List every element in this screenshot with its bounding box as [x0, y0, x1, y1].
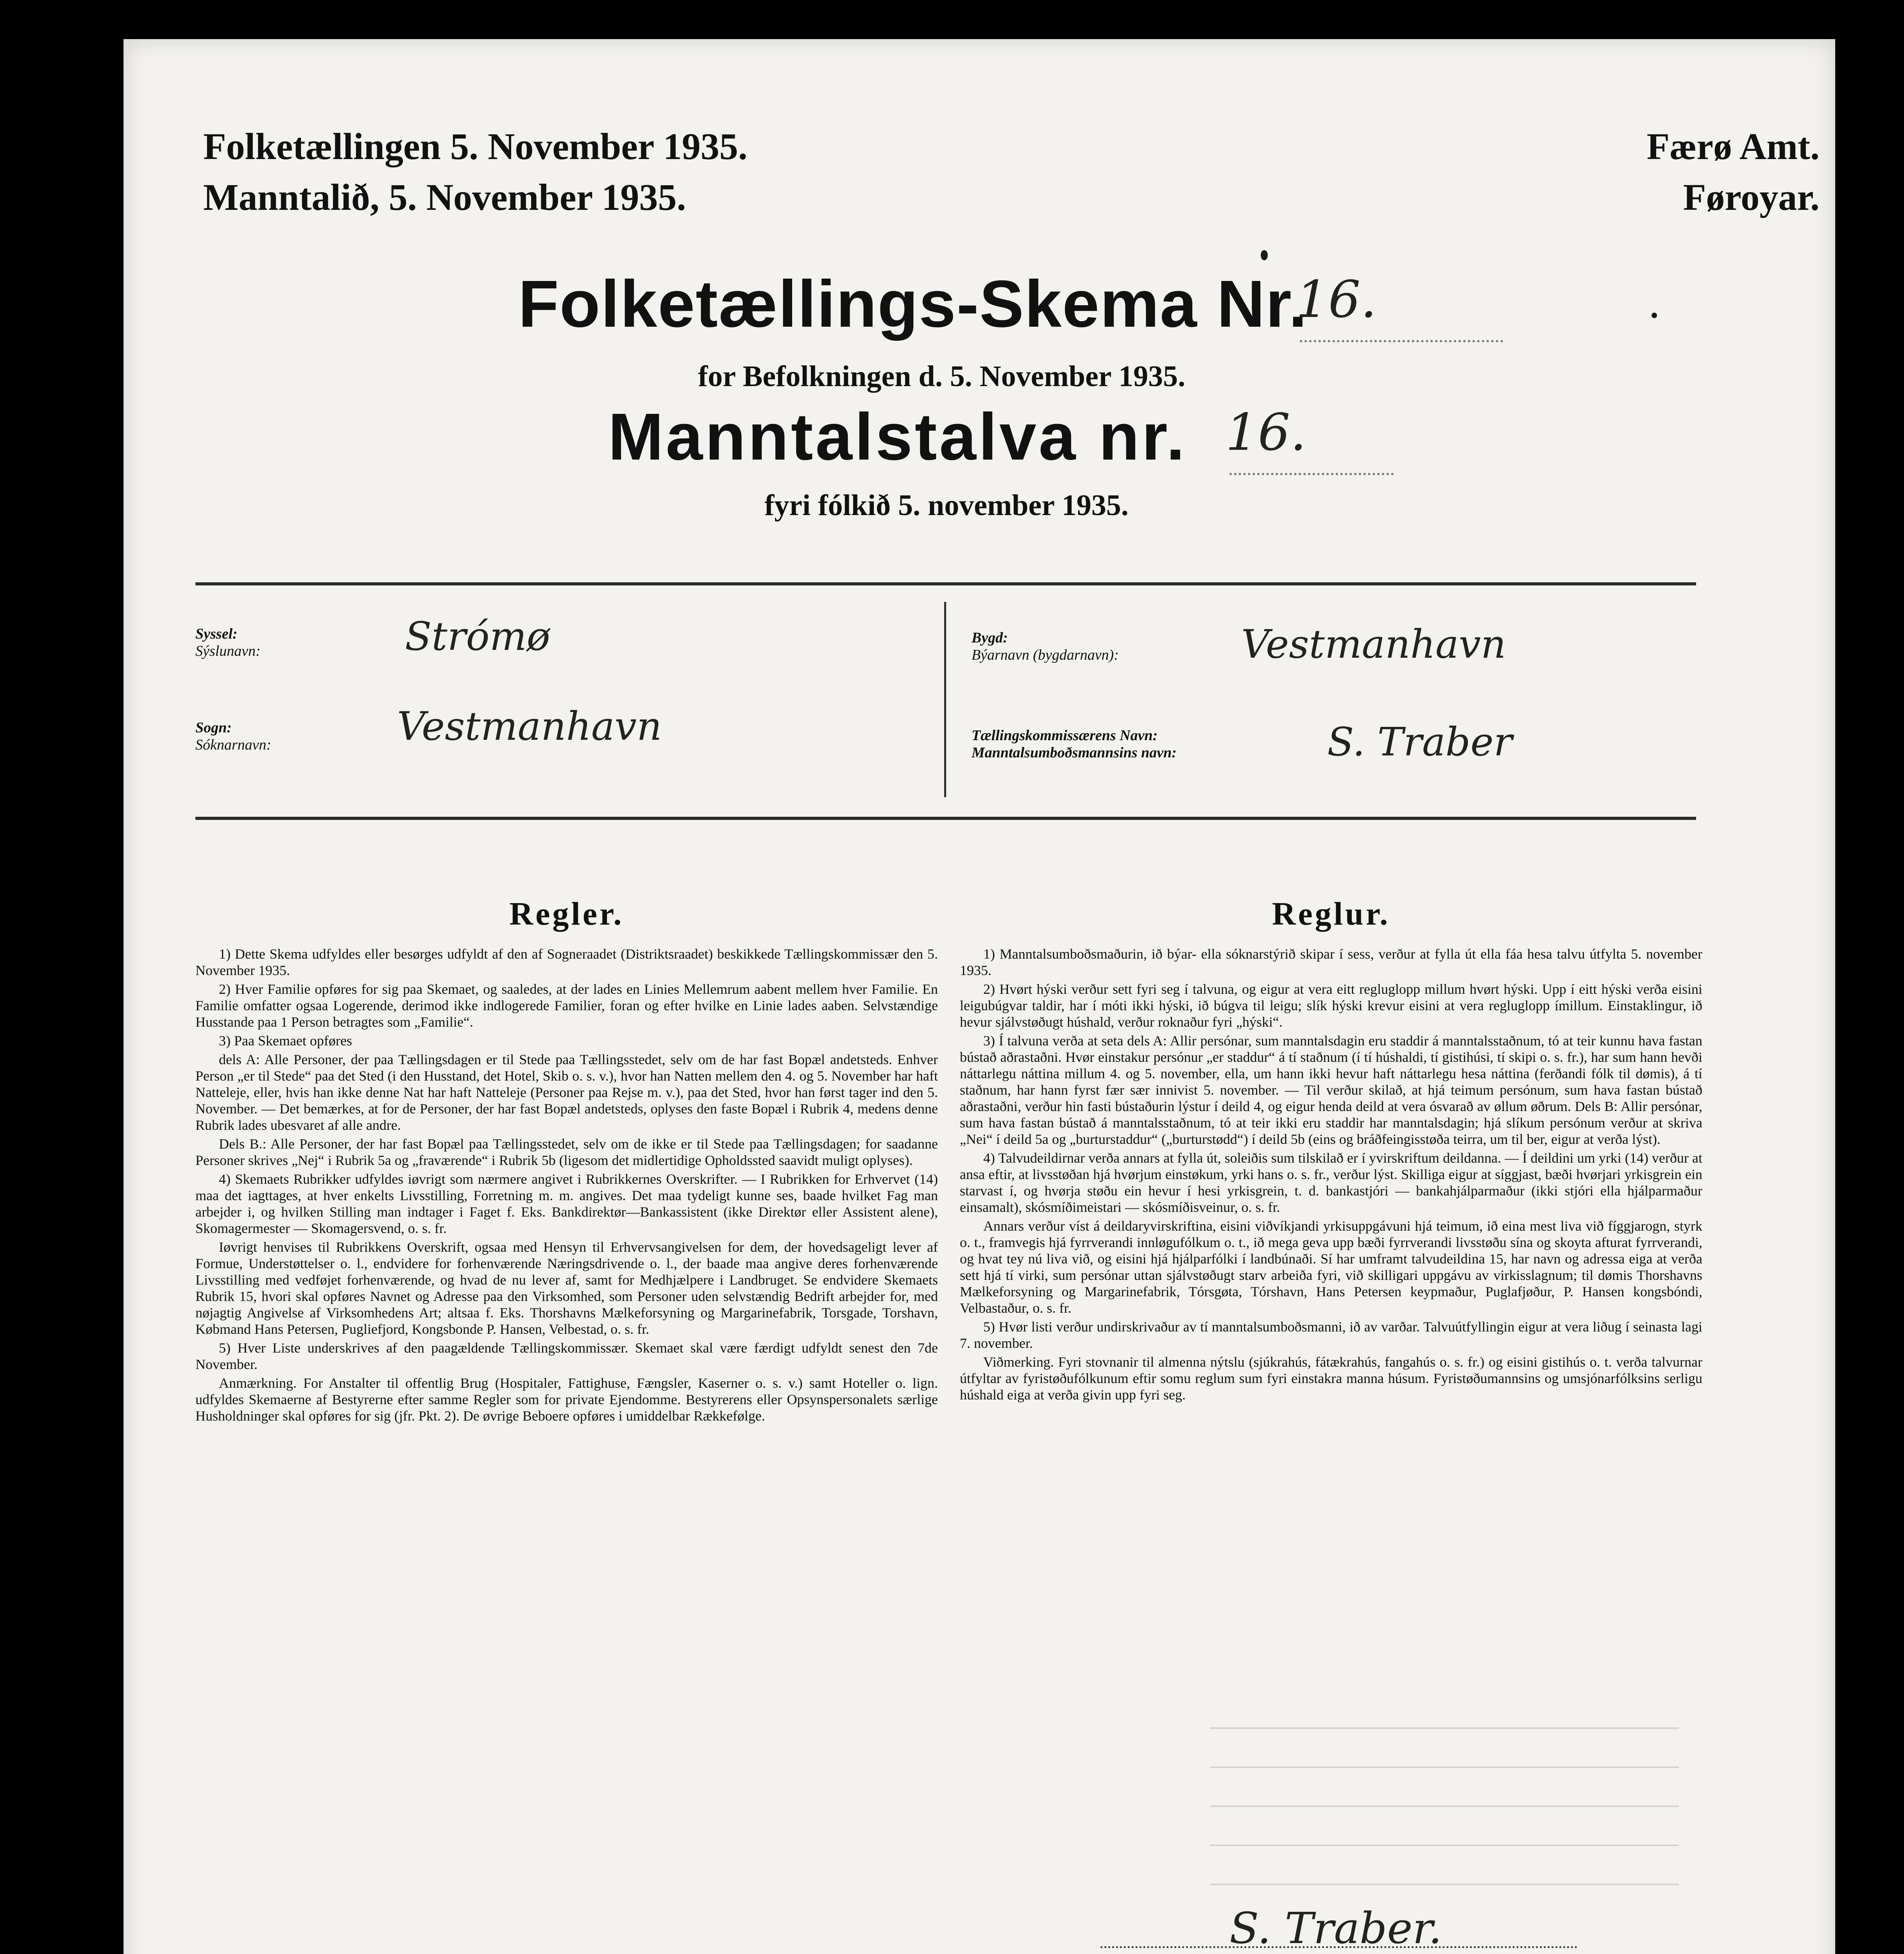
- rules-danish-p3a: dels A: Alle Personer, der paa Tællingsdagen er til Stede paa Tællingsstedet, selv om de har fast Bopæl andetsteds. Enhver Person „er til Stede“ paa det Sted (i den Husstand, det Hotel, Skib o. s. v.), hvor han Natten mellem den 4. og 5. November har haft Natteleje, eller, hvis han ikke denne Nat har haft Natteleje (Personer paa Rejse m. v.), paa det Sted, hvor han først tager ind den 5. November. — Det bemærkes, at for de Personer, der har fast Bopæl andetsteds, oplyses den faste Bopæl i Rubrik 4, medens denne Rubrik lades ubesvaret af alle andre.: [195, 1052, 938, 1133]
- form-number-value: 16.: [1296, 270, 1377, 329]
- rules-danish-p1: 1) Dette Skema udfyldes eller besørges udfyldt af den af Sogneraadet (Distriktsraadet) beskikkede Tællingskommissær den 5. November 1935.: [195, 946, 938, 978]
- header-right-line2: Føroyar.: [1683, 176, 1820, 218]
- fields-bottom-rule: [195, 817, 1696, 820]
- rules-danish-p2: 2) Hver Familie opføres for sig paa Skemaet, og saaledes, at der lades en Linies Mellemrum aabent mellem hver Familie. En Familie omfatter ogsaa Logerende, derimod ikke indlogerede Familier, foran og efter hvilke en Linie lades aaben. Selvstændige Husstande paa 1 Person betragtes som „Familie“.: [195, 981, 938, 1030]
- rules-faroese-p6: Viðmerking. Fyri stovnanir til almenna nýtslu (sjúkrahús, fátækrahús, fangahús o. s. fr.) og eisini gistihús o. t. verða talvurnar útfyltar av fyristøðufólkunum eftir somu reglum sum fyri einstakra manna húsum. Fyristøðumannsins og umsjónarfólksins serligu húshald eiga at verða givin upp fyri seg.: [960, 1354, 1702, 1403]
- kommissaer-label-fo: Manntalsumboðsmannsins navn:: [972, 744, 1177, 761]
- signature-value: S. Traber.: [1229, 1903, 1442, 1953]
- rules-faroese-p2: 2) Hvørt hýski verður sett fyri seg í talvuna, og eigur at vera eitt regluglopp millum hvørt hýski. Upp í eitt hýski verða eisini leigubúgvar taldir, har í móti ikki hýski, ið búgva til leigu; slík hýski krevur eisini at vera regluglopp ímillum. Einstaklingur, ið hevur sjálvstøðugt húshald, verður roknaður fyri „hýski“.: [960, 981, 1702, 1030]
- form-subtitle: for Befolkningen d. 5. November 1935.: [698, 360, 1185, 393]
- rules-danish-p3b: Dels B.: Alle Personer, der har fast Bopæl paa Tællingsstedet, selv om de ikke er til Stede paa Tællingsdagen; for saadanne Personer skrives „Nej“ i Rubrik 5a og „fraværende“ i Rubrik 5b (ligesom det midlertidige Opholdssted saavidt muligt oplyses).: [195, 1136, 938, 1168]
- rules-danish-p5: 5) Hver Liste underskrives af den paagældende Tællingskommissær. Skemaet skal være færdigt udfyldt senest den 7de November.: [195, 1340, 938, 1372]
- form-number-faroese-field: [1226, 403, 1390, 462]
- fields-top-rule: [195, 582, 1696, 585]
- signature-line: [1101, 1946, 1577, 1948]
- kommissaer-value: S. Traber: [1327, 719, 1512, 765]
- census-form-page: [123, 39, 1835, 1954]
- rules-faroese-p1: 1) Manntalsumboðsmaðurin, ið býar- ella sóknarstýrið skipar í sess, verður at fylla út ella fáa hesa talvu útfylta 5. november 1935.: [960, 946, 1702, 978]
- bleed-line: [1210, 1805, 1679, 1807]
- rules-faroese-p4b: Annars verður víst á deildaryvirskriftina, eisini viðvíkjandi yrkisuppgávuni hjá teimum, ið eina mest liva við fíggjarogn, styrk o. t., framvegis hjá fyrrverandi innløgufólkum o. t., ið mega geva upp bæði fyrrverandi livsstøðu sína og skoyta afturat fyrrverandi, og hvat tey nú liva við, og eisini hjá hjálparfólki í landbúnaði. Sí har umframt talvudeildina 15, har navn og adressa eiga at verða sett hjá tí virki, sum persónar uttan sjálvstøðugt starv arbeiða fyri, við skilligari uppgávu av virkisslagnum; til dømis Thorshavns Mælkeforsyning og Margarinefabrik, Tórsgøta, Tórshavn, Hans Petersen keypmaður, Puglafjøður, P. Hansen kongsbóndi, Velbastaður, o. s. fr.: [960, 1218, 1702, 1316]
- form-title: [518, 266, 1308, 342]
- rules-faroese-p3: 3) Í talvuna verða at seta dels A: Allir persónar, sum manntalsdagin eru staddir á manntalsstaðnum, tó at teir kunnu hava fastan bústað aðrastaðni. Hvør einstakur persónur „er staddur“ á tí staðnum (í tí húshaldi, tí gistihúsi, tí skipi o. s. fr.), har sum hann hevði náttarlegu náttina millum 4. og 5. november, ella, um hann ikki hevur haft náttarlegu hesa náttina (ferðandi fólk til dømis), á tí staðnum, har hann fyrst fær sær innivist 5. november. — Til verður skilað, at hjá teimum persónum, sum hava fastan bústað aðrastaðni, verður hin fasti bústaðurin lýstur í deild 4, og eigur henda deild at vera ósvarað av øllum øðrum. Dels B: Allir persónar, sum hava fastan bústað á manntalsstaðnum, tó at teir ikki eru staddir har manntalsdagin; hjá slíkum persónum verður at skriva „Nei“ í deild 5a og „burturstaddur“ („burturstødd“) í deild 5b (eins og bráðfeingisstøða teirra, um til ber, eigur at verða lýst).: [960, 1033, 1702, 1147]
- bygd-label-da: Bygd:: [972, 630, 1008, 646]
- form-number-faroese-underline: [1229, 473, 1394, 475]
- fields-divider: [944, 602, 946, 797]
- bygd-label-fo: Býarnavn (bygdarnavn):: [972, 647, 1119, 663]
- form-number-underline: [1300, 340, 1503, 342]
- bleed-line: [1210, 1884, 1679, 1885]
- rules-faroese-p5: 5) Hvør listi verður undirskrivaður av tí manntalsumboðsmanni, ið av varðar. Talvuútfyllingin eigur at vera liðug í seinasta lagi 7. november.: [960, 1319, 1702, 1351]
- header-right: [1530, 121, 1820, 223]
- form-title-faroese-text: Manntalstalva nr.: [608, 400, 1187, 474]
- syssel-label-da: Syssel:: [195, 626, 238, 642]
- form-number-faroese-value: 16.: [1226, 403, 1306, 462]
- rules-danish-p4: 4) Skemaets Rubrikker udfyldes iøvrigt som nærmere angivet i Rubrikkernes Overskrifter. — I Rubrikken for Erhvervet (14) maa det iagttages, at hver enkelts Livsstilling, Forretning m. m. angives. Det maa tydeligt kunne ses, baade hvilket Fag man arbejder i, og hvilken Stilling man indtager i Faget f. Eks. Bankdirektør—Bankassistent (ikke Direktør eller Assistent alene), Skomagermester — Skomagersvend, o. s. fr.: [195, 1171, 938, 1236]
- header-right-line1: Færø Amt.: [1646, 125, 1820, 167]
- bleed-line: [1210, 1766, 1679, 1768]
- kommissaer-label-da: Tællingskommissærens Navn:: [972, 727, 1158, 744]
- rules-faroese-title: Reglur.: [1272, 896, 1390, 932]
- sogn-value: Vestmanhavn: [397, 703, 662, 749]
- bygd-label: [972, 629, 1119, 664]
- form-title-faroese: [608, 399, 1187, 475]
- header-left-line1: Folketællingen 5. November 1935.: [203, 125, 748, 167]
- rules-faroese-p4: 4) Talvudeildirnar verða annars at fylla út, soleiðis sum tilskilað er í yvirskriftum deildanna. — Í deildini um yrki (14) verður at ansa eftir, at livsstøðan hjá hvørjum einstøkum, yrki hans o. s. fr., verður lýst. Skilliga eigur at síggjast, bæði hvørjari yrkisgrein ein starvast í, og hvørja støðu ein hevur í hesi yrkisgrein, t. d. bankastjóri — bankahjálparmaður (ikki stjóri ella hjálparmaður einsamalt), skósmíðimeistari — skósmíðisveinur, o. s. fr.: [960, 1150, 1702, 1215]
- syssel-label: [195, 625, 261, 660]
- rules-danish-p6: Anmærkning. For Anstalter til offentlig Brug (Hospitaler, Fattighuse, Fængsler, Kaserner o. s. v.) samt Hoteller o. lign. udfyldes Skemaerne af Bestyrerne efter samme Regler som for private Ejendomme. Bestyrerens eller Opsynspersonalets særlige Husholdninger skal opføres for sig (jfr. Pkt. 2). De øvrige Beboere opføres i umiddelbar Rækkefølge.: [195, 1375, 938, 1424]
- rules-danish-body: [195, 946, 938, 1426]
- bleed-line: [1210, 1727, 1679, 1729]
- header-left-line2: Manntalið, 5. November 1935.: [203, 176, 686, 218]
- sogn-label: [195, 719, 271, 753]
- ink-mark: [1261, 250, 1268, 260]
- ink-mark: [1652, 313, 1657, 318]
- form-number-field: [1296, 270, 1499, 329]
- rules-danish-p3: 3) Paa Skemaet opføres: [219, 1033, 352, 1049]
- rules-danish-p4b: Iøvrigt henvises til Rubrikkens Overskrift, ogsaa med Hensyn til Erhvervsangivelsen for dem, der hovedsageligt lever af Formue, Understøttelser o. l., endvidere for forhenværende Næringsdrivende o. l., der baade maa angive deres forhenværende Livsstilling med vedføjet forhenværende, og hvad de nu lever af, samt for Medhjælpere i Landbruget. Se endvidere Skemaets Rubrik 15, hvori skal opføres Navnet og Adresse paa den Virksomhed, som Personer uden selvstændig Bedrift arbejder for, med nøjagtig Angivelse af Virksomhedens Art; altsaa f. Eks. Thorshavns Mælkeforsyning og Margarinefabrik, Torsgade, Torshavn, Købmand Hans Petersen, Pugliefjord, Kongsbonde P. Hansen, Velbestad, o. s. fr.: [195, 1239, 938, 1337]
- syssel-label-fo: Sýslunavn:: [195, 643, 261, 659]
- rules-danish-title: Regler.: [509, 896, 624, 932]
- rules-faroese-body: [960, 946, 1702, 1405]
- syssel-value: Strómø: [405, 614, 550, 659]
- bygd-value: Vestmanhavn: [1241, 621, 1506, 667]
- kommissaer-label: [972, 727, 1177, 761]
- sogn-label-da: Sogn:: [195, 719, 232, 736]
- form-subtitle-faroese: fyri fólkið 5. november 1935.: [764, 489, 1129, 522]
- bleed-line: [1210, 1845, 1679, 1846]
- form-title-text: Folketællings-Skema Nr.: [518, 267, 1308, 341]
- header-left: [203, 121, 748, 223]
- sogn-label-fo: Sóknarnavn:: [195, 737, 272, 753]
